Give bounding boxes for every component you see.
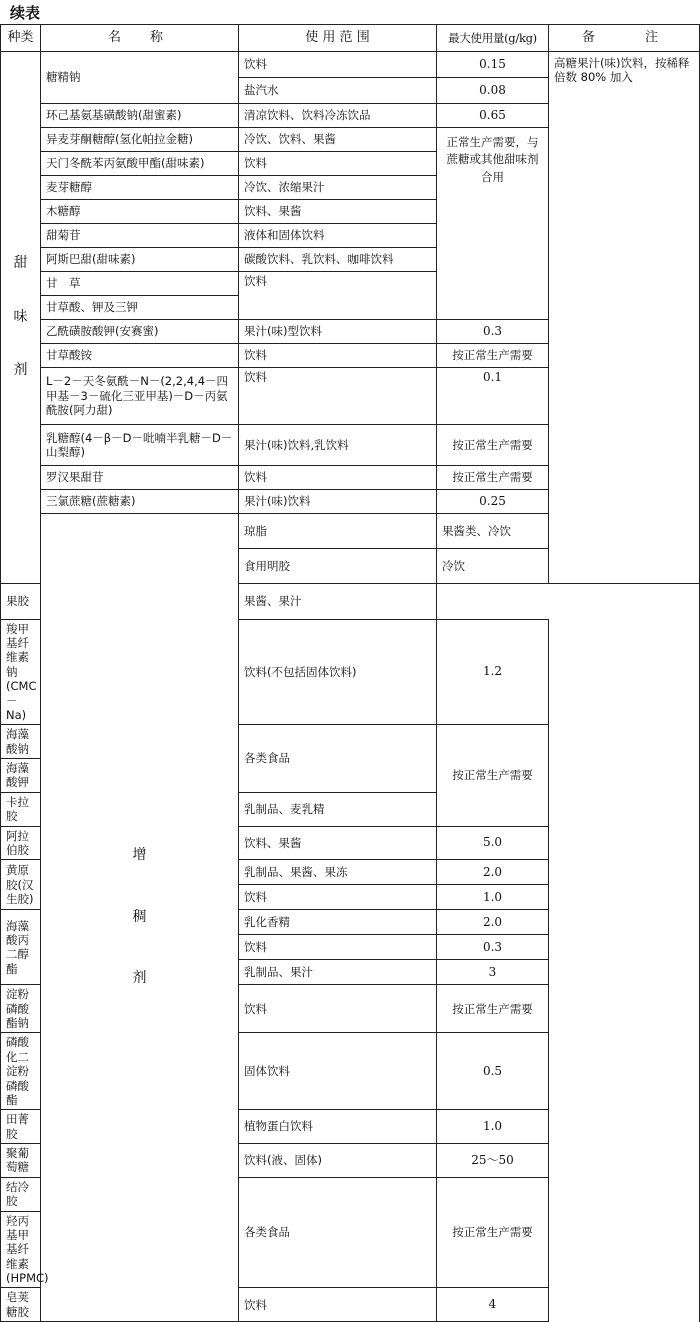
usage-scope: 饮料 <box>239 1288 437 1322</box>
additive-name: 甘 草 <box>41 272 239 296</box>
additive-name: 皂荚糖胶 <box>1 1288 41 1322</box>
header-note: 备 注 <box>549 25 700 52</box>
header-scope: 使 用 范 围 <box>239 25 437 52</box>
max-usage: 按正常生产需要 <box>437 425 549 466</box>
header-name: 名 称 <box>41 25 239 52</box>
usage-scope: 液体和固体饮料 <box>239 224 437 248</box>
max-usage: 3 <box>437 960 549 985</box>
usage-scope: 饮料 <box>239 985 437 1033</box>
usage-scope: 饮料 <box>239 344 437 368</box>
additive-name: L－2－天冬氨酰－N－(2,2,4,4－四甲基－3－硫化三亚甲基)－D－丙氨酰胺(阿力甜) <box>41 368 239 425</box>
max-usage: 正常生产需要，与蔗糖或其他甜味剂合用 <box>437 128 549 320</box>
max-usage: 0.1 <box>437 368 549 425</box>
usage-scope: 饮料 <box>239 152 437 176</box>
usage-scope: 各类食品 <box>239 1177 437 1288</box>
additive-name: 乳糖醇(4－β－D－吡喃半乳糖－D－山梨醇) <box>41 425 239 466</box>
max-usage: 0.65 <box>437 104 549 128</box>
additive-name: 田菁胶 <box>1 1110 41 1144</box>
additive-name: 羟丙基甲基纤维素(HPMC) <box>1 1211 41 1288</box>
usage-scope: 冷饮、饮料、果酱 <box>239 128 437 152</box>
usage-scope: 饮料 <box>239 935 437 960</box>
additive-name: 环己基氨基磺酸钠(甜蜜素) <box>41 104 239 128</box>
usage-scope: 饮料(不包括固体饮料) <box>239 619 437 725</box>
usage-scope: 盐汽水 <box>239 78 437 104</box>
additive-name: 羧甲基纤维素钠(CMC－Na) <box>1 619 41 725</box>
usage-scope: 饮料 <box>239 885 437 910</box>
additive-usage-table <box>0 24 700 1322</box>
additive-name: 天门冬酰苯丙氨酸甲酯(甜味素) <box>41 152 239 176</box>
max-usage: 1.0 <box>437 1110 549 1144</box>
usage-scope: 果酱类、冷饮 <box>437 514 549 549</box>
usage-scope: 乳制品、果酱、果冻 <box>239 860 437 885</box>
usage-scope: 果汁(味)型饮料 <box>239 320 437 344</box>
additive-name: 糖精钠 <box>41 52 239 104</box>
usage-scope: 植物蛋白饮料 <box>239 1110 437 1144</box>
max-usage: 4 <box>437 1288 549 1322</box>
max-usage: 按正常生产需要 <box>437 344 549 368</box>
additive-name: 黄原胶(汉生胶) <box>1 860 41 910</box>
max-usage: 1.2 <box>437 619 549 725</box>
header-max-usage: 最大使用量(g/kg) <box>437 25 549 52</box>
max-usage: 0.08 <box>437 78 549 104</box>
usage-scope: 饮料 <box>239 368 437 425</box>
note-cell: 高糖果汁(味)饮料，按稀释倍数 80% 加入 <box>549 52 700 584</box>
max-usage: 0.3 <box>437 935 549 960</box>
additive-name: 淀粉磷酸酯钠 <box>1 985 41 1033</box>
max-usage: 按正常生产需要 <box>437 985 549 1033</box>
max-usage: 0.25 <box>437 490 549 514</box>
max-usage: 按正常生产需要 <box>437 725 549 826</box>
usage-scope: 清凉饮料、饮料冷冻饮品 <box>239 104 437 128</box>
header-row <box>1 25 700 52</box>
additive-name: 果胶 <box>1 584 41 619</box>
usage-scope: 饮料、果酱 <box>239 826 437 860</box>
usage-scope: 饮料(液、固体) <box>239 1144 437 1178</box>
additive-name: 海藻酸丙二醇酯 <box>1 910 41 985</box>
additive-name: 麦芽糖醇 <box>41 176 239 200</box>
table-caption: 续表 <box>10 4 41 22</box>
additive-name: 甜菊苷 <box>41 224 239 248</box>
max-usage: 2.0 <box>437 910 549 935</box>
max-usage: 1.0 <box>437 885 549 910</box>
additive-name: 三氯蔗糖(蔗糖素) <box>41 490 239 514</box>
usage-scope: 冷饮 <box>437 549 549 584</box>
usage-scope: 乳化香精 <box>239 910 437 935</box>
usage-scope: 饮料 <box>239 52 437 78</box>
header-category: 种类 <box>1 25 41 52</box>
table-row <box>1 52 700 78</box>
additive-name: 甘草酸、钾及三钾 <box>41 296 239 320</box>
additive-name: 卡拉胶 <box>1 792 41 826</box>
additive-name: 异麦芽酮糖醇(氢化帕拉金糖) <box>41 128 239 152</box>
max-usage: 0.3 <box>437 320 549 344</box>
usage-scope: 乳制品、麦乳精 <box>239 792 437 826</box>
additive-name: 木糖醇 <box>41 200 239 224</box>
usage-scope: 果汁(味)饮料 <box>239 490 437 514</box>
max-usage: 25～50 <box>437 1144 549 1178</box>
additive-name: 阿拉伯胶 <box>1 826 41 860</box>
max-usage: 按正常生产需要 <box>437 1177 549 1288</box>
max-usage: 0.15 <box>437 52 549 78</box>
additive-name: 海藻酸钾 <box>1 759 41 793</box>
usage-scope: 饮料 <box>239 272 437 320</box>
usage-scope: 固体饮料 <box>239 1033 437 1110</box>
usage-scope: 冷饮、浓缩果汁 <box>239 176 437 200</box>
usage-scope: 果酱、果汁 <box>239 584 437 619</box>
additive-name: 食用明胶 <box>239 549 437 584</box>
max-usage: 2.0 <box>437 860 549 885</box>
additive-name: 罗汉果甜苷 <box>41 466 239 490</box>
usage-scope: 饮料 <box>239 466 437 490</box>
additive-name: 结冷胶 <box>1 1177 41 1211</box>
additive-name: 阿斯巴甜(甜味素) <box>41 248 239 272</box>
max-usage: 5.0 <box>437 826 549 860</box>
category-sweetener: 甜 味 剂 <box>1 52 41 584</box>
additive-name: 磷酸化二淀粉磷酸酯 <box>1 1033 41 1110</box>
max-usage: 按正常生产需要 <box>437 466 549 490</box>
usage-scope: 果汁(味)饮料,乳饮料 <box>239 425 437 466</box>
additive-name: 海藻酸钠 <box>1 725 41 759</box>
additive-name: 乙酰磺胺酸钾(安赛蜜) <box>41 320 239 344</box>
additive-name: 聚葡萄糖 <box>1 1144 41 1178</box>
max-usage: 0.5 <box>437 1033 549 1110</box>
usage-scope: 乳制品、果汁 <box>239 960 437 985</box>
category-thickener: 增 稠 剂 <box>41 514 239 1322</box>
usage-scope: 各类食品 <box>239 725 437 793</box>
usage-scope: 饮料、果酱 <box>239 200 437 224</box>
additive-name: 甘草酸铵 <box>41 344 239 368</box>
additive-name: 琼脂 <box>239 514 437 549</box>
usage-scope: 碳酸饮料、乳饮料、咖啡饮料 <box>239 248 437 272</box>
